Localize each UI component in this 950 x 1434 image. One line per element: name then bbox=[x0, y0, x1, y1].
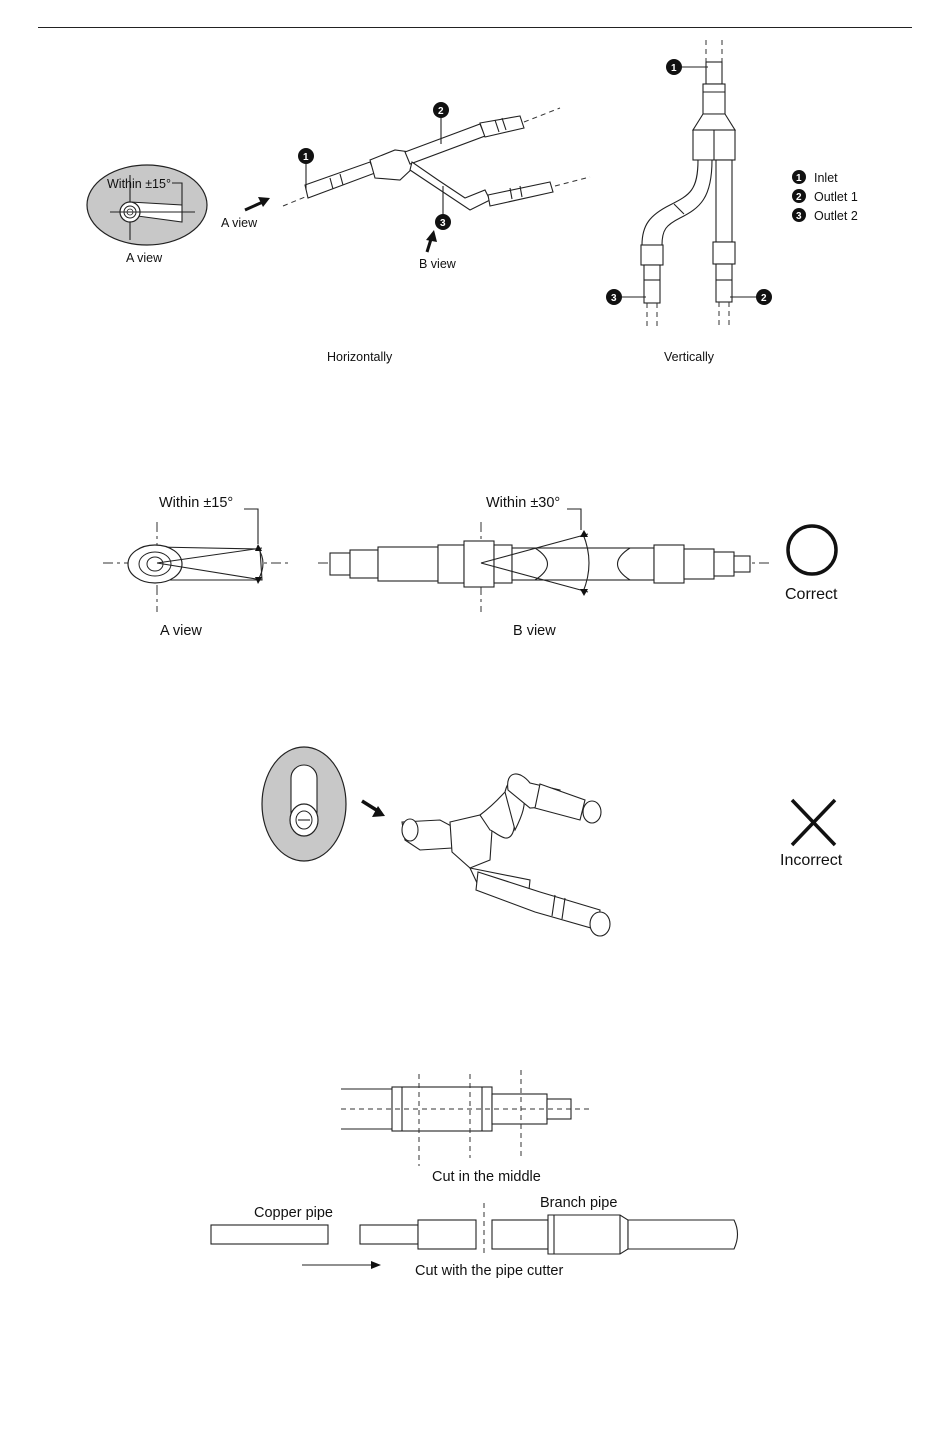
a-view-inset-caption: A view bbox=[126, 251, 163, 265]
svg-text:2: 2 bbox=[796, 192, 802, 203]
svg-text:Outlet 1: Outlet 1 bbox=[814, 190, 858, 204]
figure-1-orientation bbox=[87, 40, 858, 364]
correct-circle-icon bbox=[788, 526, 836, 574]
a-view-within-15-label: Within ±15° bbox=[159, 495, 234, 511]
stepped-pipe bbox=[341, 1070, 592, 1185]
svg-text:1: 1 bbox=[303, 152, 309, 163]
b-view-detail bbox=[318, 495, 770, 639]
svg-text:1: 1 bbox=[671, 63, 677, 74]
b-view-detail-caption: B view bbox=[513, 623, 556, 639]
legend-item-outlet-1 bbox=[792, 189, 858, 204]
legend-item-outlet-2 bbox=[792, 208, 858, 223]
svg-text:3: 3 bbox=[796, 211, 802, 222]
incorrect-view-arrow bbox=[362, 801, 385, 817]
copper-pipe bbox=[211, 1225, 328, 1244]
vertical-badge-3 bbox=[606, 289, 646, 305]
a-view-arrow bbox=[221, 197, 270, 230]
copper-pipe-label: Copper pipe bbox=[254, 1205, 333, 1221]
a-view-detail-caption: A view bbox=[160, 623, 202, 639]
figure-3-incorrect-install bbox=[262, 747, 843, 936]
incorrect-branch-pipe bbox=[402, 774, 610, 936]
svg-text:Outlet 2: Outlet 2 bbox=[814, 209, 858, 223]
figure-4-pipe-cutting bbox=[211, 1070, 738, 1279]
correct-symbol bbox=[785, 526, 838, 603]
horizontal-branch-pipe bbox=[283, 108, 590, 210]
b-view-arrow bbox=[419, 230, 457, 271]
vertical-branch-pipe bbox=[641, 40, 735, 328]
figure-2-angle-tolerance bbox=[103, 495, 838, 639]
vertical-badge-1 bbox=[666, 59, 708, 75]
cut-pipe-assembly bbox=[211, 1195, 738, 1279]
incorrect-label: Incorrect bbox=[780, 852, 843, 869]
svg-text:Inlet: Inlet bbox=[814, 171, 838, 185]
cut-cutter-label: Cut with the pipe cutter bbox=[415, 1263, 564, 1279]
legend bbox=[792, 170, 858, 223]
horizontally-caption: Horizontally bbox=[327, 350, 393, 364]
branch-pipe-label: Branch pipe bbox=[540, 1195, 618, 1211]
cut-middle-label: Cut in the middle bbox=[432, 1169, 541, 1185]
legend-item-inlet bbox=[792, 170, 838, 185]
incorrect-view-inset bbox=[262, 747, 346, 861]
incorrect-symbol bbox=[780, 800, 843, 869]
a-view-arrow-label: A view bbox=[221, 216, 258, 230]
b-view-within-30-label: Within ±30° bbox=[486, 495, 561, 511]
b-view-arrow-label: B view bbox=[419, 257, 456, 271]
svg-text:3: 3 bbox=[440, 218, 446, 229]
vertical-badge-2 bbox=[730, 289, 772, 305]
svg-text:2: 2 bbox=[761, 293, 767, 304]
svg-text:1: 1 bbox=[796, 173, 802, 184]
a-view-inset bbox=[87, 165, 207, 265]
a-view-inset-within-label: Within ±15° bbox=[107, 177, 171, 191]
vertically-caption: Vertically bbox=[664, 350, 715, 364]
svg-text:3: 3 bbox=[611, 293, 617, 304]
correct-label: Correct bbox=[785, 586, 838, 603]
a-view-detail bbox=[103, 495, 288, 639]
svg-text:2: 2 bbox=[438, 106, 444, 117]
